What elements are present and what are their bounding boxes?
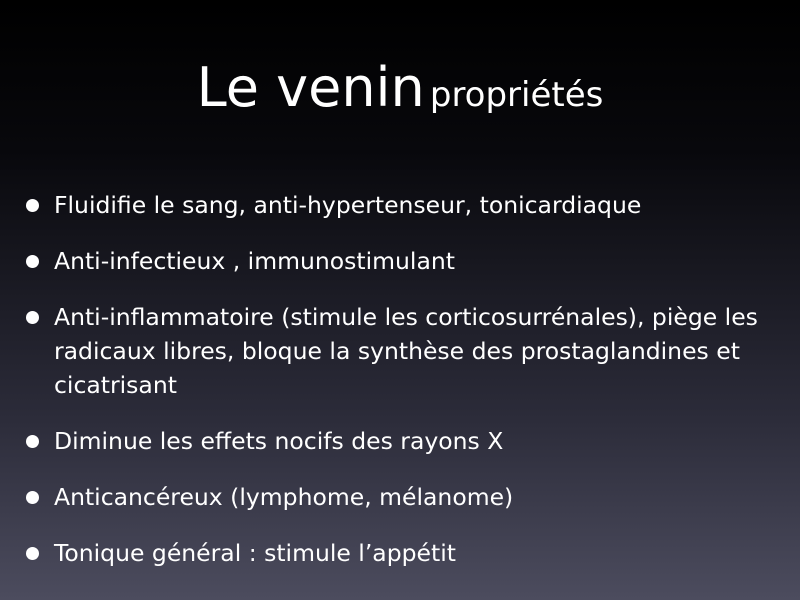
bullet-dot-icon: [26, 311, 39, 324]
slide-title: [0, 58, 800, 117]
bullet-text: Anticancéreux (lymphome, mélanome): [54, 483, 514, 511]
bullet-text: Tonique général : stimule l’appétit: [54, 539, 456, 567]
bullet-item: [26, 244, 798, 278]
bullet-list: [26, 188, 798, 592]
bullet-item: [26, 480, 798, 514]
bullet-text: Diminue les effets nocifs des rayons X: [54, 427, 504, 455]
bullet-item: [26, 300, 798, 402]
bullet-dot-icon: [26, 491, 39, 504]
bullet-text: Anti-infectieux , immunostimulant: [54, 247, 455, 275]
bullet-item: [26, 424, 798, 458]
title-main: Le venin: [196, 56, 425, 119]
bullet-text: Anti-inflammatoire (stimule les corticosurrénales), piège les radicaux libres, bloque la synthèse des prostaglandines et cicatrisant: [54, 303, 758, 399]
bullet-dot-icon: [26, 435, 39, 448]
title-sub: propriétés: [429, 75, 604, 115]
bullet-dot-icon: [26, 199, 39, 212]
bullet-dot-icon: [26, 255, 39, 268]
bullet-dot-icon: [26, 547, 39, 560]
bullet-item: [26, 188, 798, 222]
bullet-text: Fluidifie le sang, anti-hypertenseur, tonicardiaque: [54, 191, 642, 219]
bullet-item: [26, 536, 798, 570]
